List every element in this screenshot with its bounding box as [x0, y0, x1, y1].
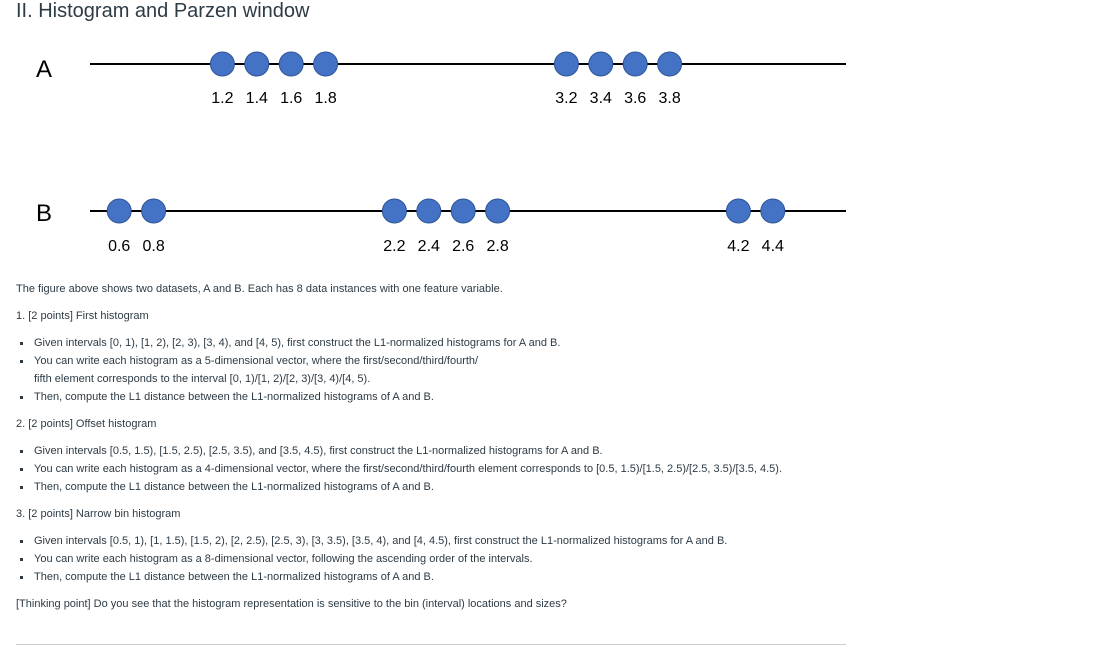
- tick-label: 0.6: [108, 238, 131, 255]
- list-item: Then, compute the L1 distance between the L1-normalized histograms of A and B.: [16, 478, 856, 496]
- tick-label: 2.8: [486, 238, 509, 255]
- data-point: [589, 52, 613, 76]
- tick-label: 3.8: [658, 90, 681, 107]
- question-2-list: [16, 442, 856, 496]
- data-point: [107, 199, 131, 223]
- data-point: [245, 52, 269, 76]
- data-point: [142, 199, 166, 223]
- question-3-heading: 3. [2 points] Narrow bin histogram: [16, 508, 181, 520]
- dataset-figure: [0, 0, 1113, 270]
- data-point: [554, 52, 578, 76]
- list-item: Given intervals [0, 1), [1, 2), [2, 3), [3, 4), and [4, 5), first construct the L1-normalized histograms for A and B.: [16, 334, 856, 352]
- dataset-b-label: B: [35, 200, 53, 227]
- list-item: Given intervals [0.5, 1), [1, 1.5), [1.5, 2), [2, 2.5), [2.5, 3), [3, 3.5), [3.5, 4), and [4, 4.5), first construct the L1-normalized histograms for A and B.: [16, 532, 856, 550]
- list-item: Then, compute the L1 distance between the L1-normalized histograms of A and B.: [16, 388, 856, 406]
- thinking-point-text: Do you see that the histogram representation is sensitive to the bin (interval) locations and sizes?: [90, 598, 567, 610]
- problem-text: [16, 280, 856, 613]
- data-point: [417, 199, 441, 223]
- tick-label: 1.4: [245, 90, 268, 107]
- tick-label: 3.2: [555, 90, 578, 107]
- tick-label: 1.2: [211, 90, 234, 107]
- tick-label: 1.6: [280, 90, 303, 107]
- list-item: You can write each histogram as a 5-dimensional vector, where the first/second/third/fourth/: [16, 352, 856, 370]
- data-point: [726, 199, 750, 223]
- tick-label: 4.4: [761, 238, 784, 255]
- divider: [16, 644, 846, 645]
- intro-text: The figure above shows two datasets, A and B. Each has 8 data instances with one feature variable.: [16, 283, 503, 295]
- tick-label: 3.4: [589, 90, 612, 107]
- page-title: II. Histogram and Parzen window: [16, 0, 310, 22]
- data-point: [382, 199, 406, 223]
- data-point: [451, 199, 475, 223]
- question-1-list: [16, 334, 856, 406]
- tick-label: 3.6: [624, 90, 647, 107]
- tick-label: 4.2: [727, 238, 750, 255]
- dataset-a-label: A: [35, 56, 53, 83]
- thinking-point-label: [Thinking point]: [16, 598, 91, 610]
- question-2-heading: 2. [2 points] Offset histogram: [16, 418, 157, 430]
- data-point: [658, 52, 682, 76]
- tick-label: 2.2: [383, 238, 406, 255]
- data-point: [486, 199, 510, 223]
- list-item-continuation: fifth element corresponds to the interval [0, 1)/[1, 2)/[2, 3)/[3, 4)/[4, 5).: [34, 373, 371, 385]
- data-point: [761, 199, 785, 223]
- data-point: [623, 52, 647, 76]
- question-1-heading: 1. [2 points] First histogram: [16, 310, 149, 322]
- data-point: [314, 52, 338, 76]
- thinking-point: [16, 595, 856, 613]
- list-item: You can write each histogram as a 4-dimensional vector, where the first/second/third/fourth element corresponds to [0.5, 1.5)/[1.5, 2.5)/[2.5, 3.5)/[3.5, 4.5).: [16, 460, 856, 478]
- question-3-list: [16, 532, 856, 586]
- list-item: You can write each histogram as a 8-dimensional vector, following the ascending order of the intervals.: [16, 550, 856, 568]
- dataset-b-row: [36, 199, 846, 255]
- dataset-a-row: [36, 52, 846, 107]
- tick-label: 2.6: [452, 238, 475, 255]
- list-item: Then, compute the L1 distance between the L1-normalized histograms of A and B.: [16, 568, 856, 586]
- tick-label: 1.8: [314, 90, 337, 107]
- data-point: [279, 52, 303, 76]
- data-point: [210, 52, 234, 76]
- tick-label: 0.8: [142, 238, 165, 255]
- list-item: Given intervals [0.5, 1.5), [1.5, 2.5), [2.5, 3.5), and [3.5, 4.5), first construct the L1-normalized histograms for A and B.: [16, 442, 856, 460]
- tick-label: 2.4: [417, 238, 440, 255]
